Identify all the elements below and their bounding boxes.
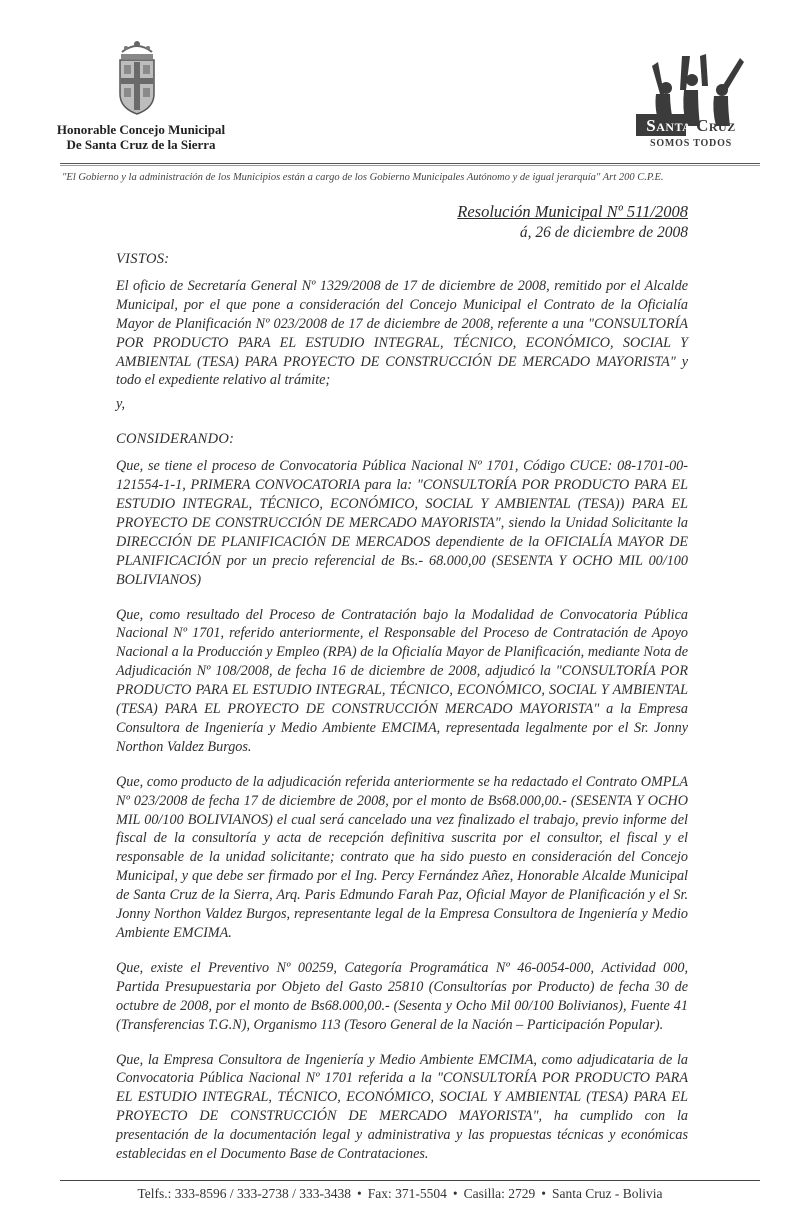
footer-separator: •: [356, 1186, 362, 1201]
considerando-heading: CONSIDERANDO:: [116, 431, 235, 448]
footer-city: Santa Cruz - Bolivia: [551, 1186, 663, 1201]
logo-letter-s: S: [646, 116, 657, 135]
logo-letter-c: C: [696, 116, 709, 135]
resolution-date: á, 26 de diciembre de 2008: [519, 224, 688, 241]
footer-casilla: Casilla: 2729: [463, 1186, 536, 1201]
council-name: [36, 122, 246, 152]
logo-brand-text: [636, 116, 746, 136]
resolution-body: [116, 250, 688, 1173]
footer-phones: Telfs.: 333-8596 / 333-2738 / 333-3438: [137, 1186, 351, 1201]
council-line-1: Honorable Concejo Municipal: [56, 122, 226, 137]
constitution-motto: "El Gobierno y la administración de los Municipios están a cargo de los Gobierno Municipales Autónomo y de igual jerarquía" Art 200 C.P.E.: [62, 172, 664, 183]
vistos-heading: VISTOS:: [116, 251, 170, 267]
considerando-paragraph-5: Que, la Empresa Consultora de Ingeniería y Medio Ambiente EMCIMA, como adjudicataria de la Convocatoria Pública Nacional Nº 1701 referida a la "CONSULTORÍA POR PRODUCTO PARA EL ESTUDIO INTEGRAL, TÉCNICO, ECONÓMICO, SOCIAL Y AMBIENTAL (TESA) PARA EL PROYECTO DE CONSTRUCCIÓN DE MERCADO MAYORISTA", ha cumplido con la presentación de la documentación legal y administrativa y las propuestas técnicas y económicas establecidas en el Documento Base de Contrataciones.: [116, 1051, 688, 1163]
header-divider: [60, 163, 760, 164]
considerando-paragraph-1: Que, se tiene el proceso de Convocatoria Pública Nacional Nº 1701, Código CUCE: 08-1701-00-121554-1-1, PRIMERA CONVOCATORIA para la: "CONSULTORÍA POR PRODUCTO PARA EL ESTUDIO INTEGRAL, TÉCNICO, ECONÓMICO, SOCIAL Y AMBIENTAL (TESA)) PARA EL PROYECTO DE CONSTRUCCIÓN DE MERCADO MAYORISTA", siendo la Unidad Solicitante la DIRECCIÓN DE PLANIFICACIÓN DE MERCADOS dependiente de la OFICIALÍA MAYOR DE PLANIFICACIÓN por un precio referencial de Bs.- 68.000,00 (SESENTA Y OCHO MIL 00/100 BOLIVIANOS): [116, 458, 688, 588]
considerando-paragraph-4: Que, existe el Preventivo Nº 00259, Categoría Programática Nº 46-0054-000, Actividad 000, Partida Presupuestaria por Objeto del Gasto 25810 (Consultorías por Producto) de fecha 30 de octubre de 2008, por el monto de Bs68.000,00.- (Sesenta y Ocho Mil 00/100 Bolivianos), Fuente 41 (Transferencias T.G.N), Organismo 113 (Tesoro General de la Nación – Participación Popular).: [116, 959, 688, 1033]
considerando-paragraph-2: Que, como resultado del Proceso de Contratación bajo la Modalidad de Convocatoria Pública Nacional Nº 1701, referido anteriormente, el Responsable del Proceso de Contratación de Apoyo Nacional a la Producción y Empleo (RPA) de la Oficialía Mayor de Planificación, mediante Nota de Adjudicación Nº 108/2008, de fecha 16 de diciembre de 2008, adjudicó la "CONSULTORÍA POR PRODUCTO PARA EL ESTUDIO INTEGRAL, TÉCNICO, ECONÓMICO, SOCIAL Y AMBIENTAL (TESA) PARA EL PROYECTO DE CONSTRUCCIÓN MERCADO MAYORISTA" a la Empresa Consultora de Ingeniería y Medio Ambiente EMCIMA, representada legalmente por el Sr. Jonny Northon Valdez Burgos.: [116, 606, 688, 755]
resolution-title: Resolución Municipal Nº 511/2008: [457, 202, 688, 221]
y-connector: y,: [116, 396, 126, 413]
vistos-paragraph: El oficio de Secretaría General Nº 1329/2008 de 17 de diciembre de 2008, remitido por el Alcalde Municipal, por el que pone a consideración del Concejo Municipal el Contrato de la Oficialía Mayor de Planificación Nº 023/2008 de 17 de diciembre de 2008, referente a una "CONSULTORÍA POR PRODUCTO PARA EL ESTUDIO INTEGRAL, TÉCNICO, ECONÓMICO, SOCIAL Y AMBIENTAL (TESA) PARA PROYECTO DE CONSTRUCCIÓN DE MERCADO MAYORISTA" y todo el expediente relativo al trámite;: [116, 277, 688, 389]
header-divider-secondary: [60, 165, 760, 166]
logo-letters-anta: ANTA: [656, 120, 692, 134]
footer-separator: •: [541, 1186, 546, 1201]
logo-tagline: SOMOS TODOS: [649, 138, 733, 149]
santa-cruz-logo-icon: [630, 50, 750, 170]
footer-contact: [0, 1186, 800, 1202]
council-line-2: De Santa Cruz de la Sierra: [66, 137, 216, 152]
footer-divider: [60, 1180, 760, 1181]
considerando-paragraph-3: Que, como producto de la adjudicación referida anteriormente se ha redactado el Contrato OMPLA Nº 023/2008 de fecha 17 de diciembre de 2008, por el monto de Bs68.000,00.- (SESENTA Y OCHO MIL 00/100 BOLIVIANOS) el cual será cancelado una vez finalizado el trabajo, previo informe del fiscal de la consultoría y acta de recepción definitiva suscrita por el consultor, el fiscal y el responsable de la unidad solicitante; contrato que ha sido puesto en consideración del Concejo Municipal, y que debe ser firmado por el Ing. Percy Fernández Añez, Honorable Alcalde Municipal de Santa Cruz de la Sierra, Arq. Paris Edmundo Farah Paz, Oficial Mayor de Planificación y el Sr. Jonny Northon Valdez Burgos, representante legal de la Empresa Consultora de Ingeniería y Medio Ambiente EMCIMA.: [116, 773, 688, 941]
coat-of-arms-icon: [112, 38, 162, 118]
footer-fax: Fax: 371-5504: [367, 1186, 447, 1201]
footer-separator: •: [452, 1186, 458, 1201]
logo-letters-ruz: RUZ: [708, 120, 736, 134]
